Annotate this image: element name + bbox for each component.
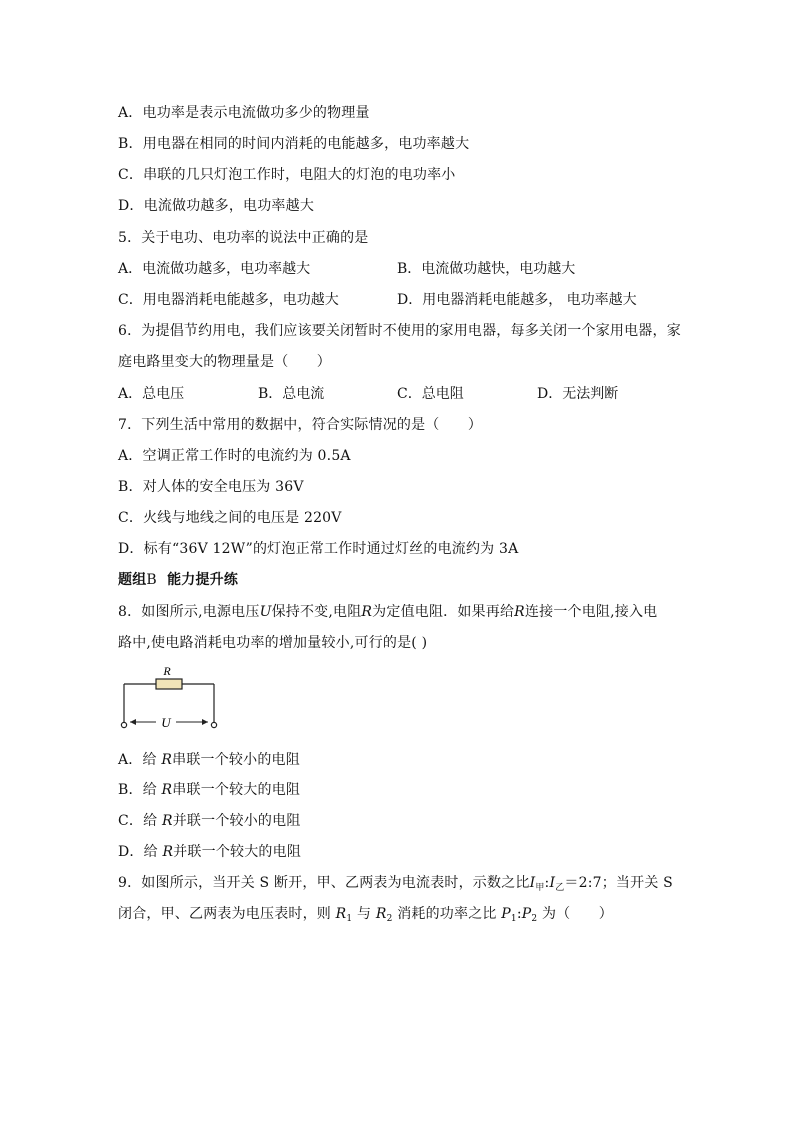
q7-stem: 7．下列生活中常用的数据中，符合实际情况的是（ ） <box>118 417 483 433</box>
q8-option-c <box>118 811 301 831</box>
q9-text-1: 9．如图所示，当开关 S 断开，甲、乙两表为电流表时，示数之比 <box>118 875 530 891</box>
q9-text-2: ＝2:7；当开关 S <box>564 875 673 891</box>
figure-label-u: U <box>161 715 171 730</box>
q7-option-b: B．对人体的安全电压为 36V <box>118 479 304 495</box>
q9-sub-jia: 甲 <box>535 883 545 893</box>
q8-option-b <box>118 780 300 800</box>
q8-option-c-prefix: C．给 <box>118 813 162 829</box>
q6-option-c: C．总电阻 <box>397 386 464 402</box>
q6-option-b: B．总电流 <box>258 386 325 402</box>
q9-sub-yi: 乙 <box>555 883 565 893</box>
q8-stem-text-3: 为定值电阻．如果再给 <box>372 604 515 620</box>
q9-p1-sub: 1 <box>510 914 517 924</box>
q9-text-5: 为（ ） <box>537 906 613 922</box>
q5-option-b: B．电流做功越快，电功越大 <box>397 261 576 277</box>
q6-stem-line1: 6．为提倡节约用电，我们应该要关闭暂时不使用的家用电器，每多关闭一个家用电器，家 <box>118 323 681 339</box>
q8-stem-text-2: 保持不变,电阻 <box>271 604 362 620</box>
q6-option-a: A．总电压 <box>118 386 185 402</box>
q7-option-d: D．标有“36V 12W”的灯泡正常工作时通过灯丝的电流约为 3A <box>118 541 519 557</box>
q5-option-d: D．用电器消耗电能越多， 电功率越大 <box>397 292 637 308</box>
q8-option-d-text: 并联一个较大的电阻 <box>173 844 302 860</box>
q4-option-a: A．电功率是表示电流做功多少的物理量 <box>118 105 370 121</box>
q9-p1: P <box>501 906 511 922</box>
figure-label-r: R <box>163 664 171 678</box>
q9-ratio-colon: : <box>516 906 522 922</box>
q8-var-r-2: R <box>514 604 525 620</box>
q5-option-c: C．用电器消耗电能越多，电功越大 <box>118 292 339 308</box>
q8-stem-text-1: 8．如图所示,电源电压 <box>118 604 260 620</box>
q9-i-jia: I <box>529 875 536 891</box>
arrow-right-head <box>202 719 208 725</box>
q8-option-a-var: R <box>161 752 173 768</box>
q9-text-4: 消耗的功率之比 <box>392 906 502 922</box>
q9-r1-sub: 1 <box>346 914 353 924</box>
q8-option-b-prefix: B．给 <box>118 782 162 798</box>
q4-option-b: B．用电器在相同的时间内消耗的电能越多，电功率越大 <box>118 136 470 152</box>
q8-option-d-var: R <box>162 844 174 860</box>
q8-circuit-diagram <box>116 664 226 734</box>
q9-text-3: 闭合，甲、乙两表为电压表时，则 <box>118 906 336 922</box>
resistor-r-symbol <box>156 679 182 689</box>
q8-stem-line2: 路中,使电路消耗电功率的增加量较小,可行的是( ) <box>118 635 428 651</box>
q4-option-c: C．串联的几只灯泡工作时，电阻大的灯泡的电功率小 <box>118 167 456 183</box>
q8-option-a-text: 串联一个较小的电阻 <box>172 752 300 768</box>
q8-var-u: U <box>259 604 272 620</box>
q9-i-yi: I <box>549 875 556 891</box>
q4-option-d: D．电流做功越多，电功率越大 <box>118 198 315 214</box>
section-label: 题组 <box>118 572 147 588</box>
q8-option-d <box>118 842 301 862</box>
q9-colon: : <box>544 875 550 891</box>
q9-r2: R <box>375 906 387 922</box>
q8-option-a-prefix: A．给 <box>118 752 162 768</box>
section-heading <box>118 570 238 590</box>
q8-option-d-prefix: D．给 <box>118 844 163 860</box>
q7-option-c: C．火线与地线之间的电压是 220V <box>118 510 342 526</box>
q8-option-c-text: 并联一个较小的电阻 <box>172 813 301 829</box>
q9-stem-line1 <box>118 873 673 898</box>
q6-option-d: D．无法判断 <box>537 386 619 402</box>
q9-r2-sub: 2 <box>386 914 393 924</box>
q9-with: 与 <box>352 906 376 922</box>
q7-option-a: A．空调正常工作时的电流约为 0.5A <box>118 448 351 464</box>
q8-option-a <box>118 750 300 770</box>
q5-option-a: A．电流做功越多，电功率越大 <box>118 261 311 277</box>
q8-option-b-var: R <box>161 782 173 798</box>
q9-stem-line2 <box>118 904 613 929</box>
section-title: 能力提升练 <box>167 572 239 588</box>
q9-r1: R <box>335 906 347 922</box>
q9-p2: P <box>521 906 532 922</box>
q8-stem-text-4: 连接一个电阻,接入电 <box>524 604 658 620</box>
q8-option-c-var: R <box>161 813 173 829</box>
q8-var-r: R <box>361 604 373 620</box>
q9-p2-sub: 2 <box>531 914 538 924</box>
q8-option-b-text: 串联一个较大的电阻 <box>172 782 301 798</box>
terminal-left <box>121 722 126 727</box>
q5-stem: 5．关于电功、电功率的说法中正确的是 <box>118 230 369 246</box>
q8-stem-line1 <box>118 602 657 622</box>
q6-stem-line2: 庭电路里变大的物理量是（ ） <box>118 354 331 370</box>
section-label-letter: B <box>146 572 157 588</box>
arrow-left-head <box>130 719 136 725</box>
terminal-right <box>211 722 216 727</box>
